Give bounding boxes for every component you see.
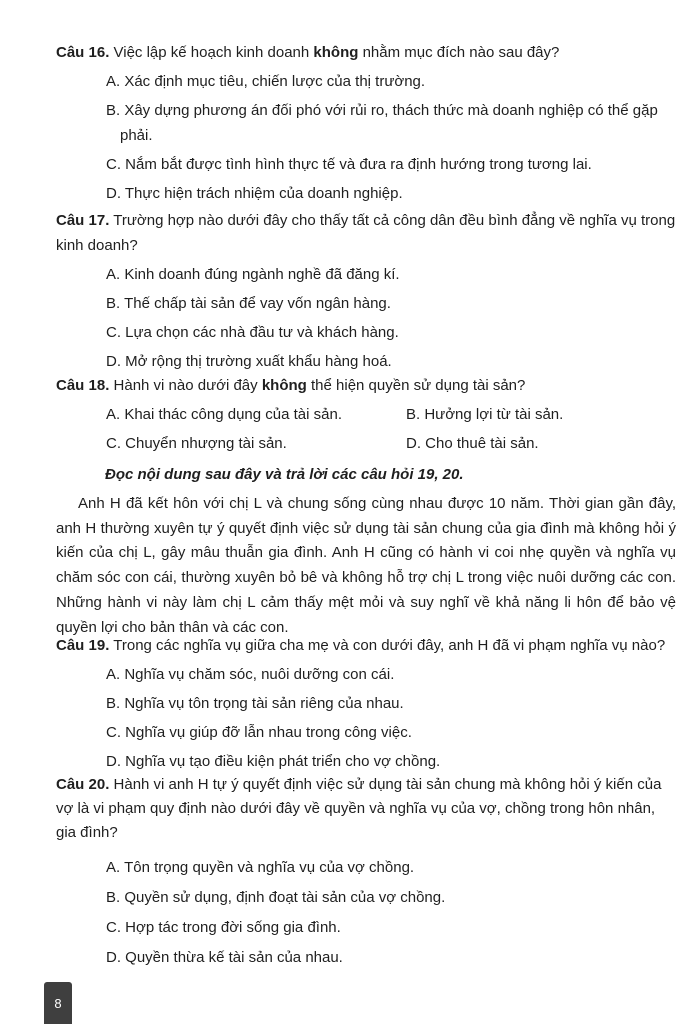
question-18-options-row-2 (56, 431, 676, 456)
question-19-option-d: D. Nghĩa vụ tạo điều kiện phát triển cho vợ chồng. (106, 753, 441, 770)
question-18-options-row-1 (56, 402, 676, 427)
question-19-text: Trong các nghĩa vụ giữa cha mẹ và con dưới đây, anh H đã vi phạm nghĩa vụ nào? (109, 637, 666, 654)
question-18-stem (56, 373, 676, 398)
page-number: 8 (44, 982, 72, 1024)
question-17-text: Trường hợp nào dưới đây cho thấy tất cả công dân đều bình đẳng về nghĩa vụ trong kinh doanh? (56, 212, 676, 254)
passage-text: Anh H đã kết hôn với chị L và chung sống cùng nhau được 10 năm. Thời gian gần đây, anh H thường xuyên tự ý quyết định việc sử dụng tài sản chung của gia đình mà không hỏi ý kiến của chị L, gây mâu thuẫn gia đình. Anh H cũng có hành vi coi nhẹ quyền và nghĩa vụ chăm sóc con cái, thường xuyên bỏ bê và không hỗ trợ chị L trong việc nuôi dưỡng các con. Những hành vi này làm chị L cảm thấy mệt mỏi và suy nghĩ về khả năng li hôn để bảo vệ quyền lợi cho bản thân và các con. (56, 495, 676, 636)
question-16 (56, 40, 676, 206)
question-19-option-c: C. Nghĩa vụ giúp đỡ lẫn nhau trong công việc. (106, 724, 412, 741)
passage-heading: Đọc nội dung sau đây và trả lời các câu hỏi 19, 20. (105, 466, 464, 483)
question-17-stem (56, 208, 676, 258)
question-16-stem (56, 40, 676, 65)
question-17-option-a: A. Kinh doanh đúng ngành nghề đã đăng kí. (106, 266, 400, 283)
question-18-text-start: Hành vi nào dưới đây (109, 377, 262, 394)
question-18-option-d: D. Cho thuê tài sản. (406, 435, 539, 452)
question-20-option-a: A. Tôn trọng quyền và nghĩa vụ của vợ chồng. (106, 859, 415, 876)
question-18-number: Câu 18. (56, 377, 110, 394)
question-16-option-d: D. Thực hiện trách nhiệm của doanh nghiệp. (106, 185, 403, 202)
question-17-option-b: B. Thế chấp tài sản để vay vốn ngân hàng. (106, 295, 391, 312)
question-18-option-a: A. Khai thác công dụng của tài sản. (106, 406, 342, 423)
question-20-text: Hành vi anh H tự ý quyết định việc sử dụng tài sản chung mà không hỏi ý kiến của vợ là vi phạm quy định nào dưới đây về quyền và nghĩa vụ của vợ, chồng trong hôn nhân, gia đình? (56, 776, 662, 841)
question-17-option-c: C. Lựa chọn các nhà đầu tư và khách hàng. (106, 324, 399, 341)
question-20 (56, 773, 676, 970)
question-16-option-b: B. Xây dựng phương án đối phó với rủi ro, thách thức mà doanh nghiệp có thể gặp phải. (106, 102, 658, 144)
question-16-option-c: C. Nắm bắt được tình hình thực tế và đưa ra định hướng trong tương lai. (106, 156, 592, 173)
question-17 (56, 208, 676, 374)
question-20-option-d: D. Quyền thừa kế tài sản của nhau. (106, 949, 343, 966)
question-19-option-b: B. Nghĩa vụ tôn trọng tài sản riêng của nhau. (106, 695, 404, 712)
question-18-keyword: không (261, 377, 307, 394)
question-18-option-c: C. Chuyển nhượng tài sản. (106, 435, 287, 452)
question-17-option-d: D. Mở rộng thị trường xuất khẩu hàng hoá. (106, 353, 392, 370)
question-20-option-c: C. Hợp tác trong đời sống gia đình. (106, 919, 341, 936)
question-18 (56, 373, 676, 456)
question-16-keyword: không (313, 44, 359, 61)
question-16-number: Câu 16. (56, 44, 110, 61)
question-18-text-end: thể hiện quyền sử dụng tài sản? (306, 377, 526, 394)
question-19 (56, 633, 676, 774)
question-16-text-end: nhằm mục đích nào sau đây? (358, 44, 560, 61)
question-20-option-b: B. Quyền sử dụng, định đoạt tài sản của vợ chồng. (106, 889, 446, 906)
question-19-number: Câu 19. (56, 637, 110, 654)
question-19-stem (56, 633, 676, 658)
question-18-option-b: B. Hưởng lợi từ tài sản. (406, 406, 564, 423)
question-16-option-a: A. Xác định mục tiêu, chiến lược của thị trường. (106, 73, 426, 90)
question-17-number: Câu 17. (56, 212, 110, 229)
question-20-number: Câu 20. (56, 776, 110, 793)
question-20-stem (56, 773, 676, 845)
question-19-option-a: A. Nghĩa vụ chăm sóc, nuôi dưỡng con cái. (106, 666, 395, 683)
question-16-text-start: Việc lập kế hoạch kinh doanh (109, 44, 314, 61)
